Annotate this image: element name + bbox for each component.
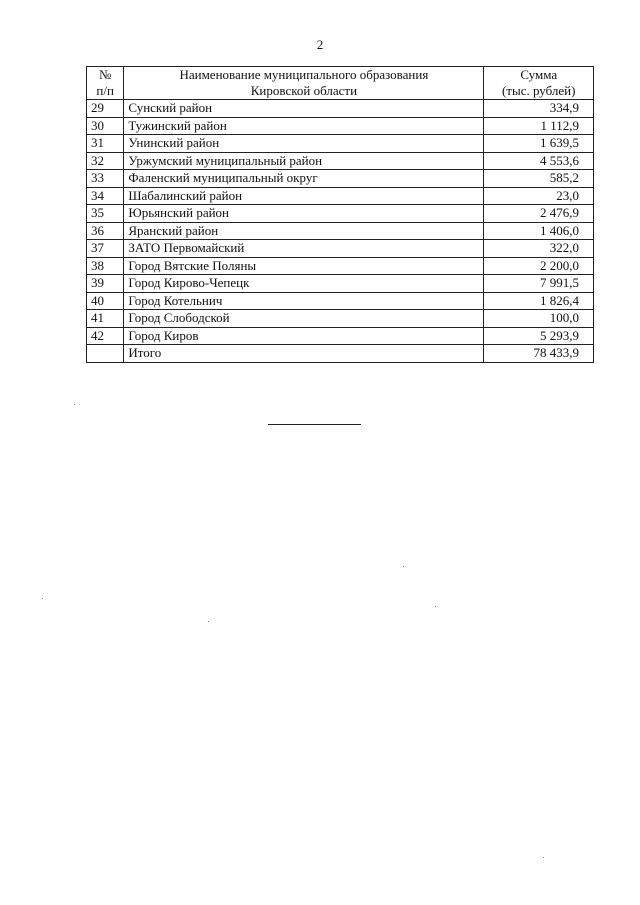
row-sum: 2 200,0 [484, 257, 594, 275]
row-name: Город Слободской [124, 310, 484, 328]
row-num: 41 [87, 310, 124, 328]
scan-speck [42, 598, 43, 599]
row-sum: 1 112,9 [484, 117, 594, 135]
row-name: Уржумский муниципальный район [124, 152, 484, 170]
table-row [87, 327, 594, 345]
row-sum: 1 406,0 [484, 222, 594, 240]
scan-speck [208, 621, 209, 622]
table-row [87, 292, 594, 310]
row-sum: 1 639,5 [484, 135, 594, 153]
table-header-row [87, 67, 594, 100]
scan-speck [403, 566, 404, 567]
header-num-line1: № [98, 67, 112, 82]
scan-speck [543, 857, 544, 858]
table-row [87, 205, 594, 223]
row-name: Сунский район [124, 100, 484, 118]
row-sum: 1 826,4 [484, 292, 594, 310]
table-row [87, 257, 594, 275]
table-row [87, 187, 594, 205]
row-num: 36 [87, 222, 124, 240]
header-sum [484, 67, 594, 100]
row-sum: 7 991,5 [484, 275, 594, 293]
row-num: 33 [87, 170, 124, 188]
row-sum: 585,2 [484, 170, 594, 188]
row-name: Город Киров [124, 327, 484, 345]
row-name: Город Котельнич [124, 292, 484, 310]
total-sum: 78 433,9 [484, 345, 594, 363]
table-row [87, 310, 594, 328]
total-row [87, 345, 594, 363]
row-name: Город Вятские Поляны [124, 257, 484, 275]
row-name: Яранский район [124, 222, 484, 240]
row-sum: 322,0 [484, 240, 594, 258]
header-name-line2: Кировской области [250, 83, 358, 98]
row-num: 35 [87, 205, 124, 223]
row-name: Тужинский район [124, 117, 484, 135]
table-row [87, 152, 594, 170]
row-name: Унинский район [124, 135, 484, 153]
header-sum-line2: (тыс. рублей) [501, 83, 576, 98]
budget-table [86, 66, 594, 363]
header-num [87, 67, 124, 100]
table-body [87, 100, 594, 363]
row-name: Город Кирово-Чепецк [124, 275, 484, 293]
row-num: 40 [87, 292, 124, 310]
header-num-line2: п/п [96, 83, 114, 98]
row-num: 34 [87, 187, 124, 205]
row-num: 38 [87, 257, 124, 275]
header-name-line1: Наименование муниципального образования [179, 67, 429, 82]
row-name: Юрьянский район [124, 205, 484, 223]
row-num: 37 [87, 240, 124, 258]
scan-speck [435, 606, 436, 607]
row-sum: 5 293,9 [484, 327, 594, 345]
row-num: 30 [87, 117, 124, 135]
header-sum-line1: Сумма [520, 67, 558, 82]
row-num: 42 [87, 327, 124, 345]
row-sum: 4 553,6 [484, 152, 594, 170]
total-label: Итого [124, 345, 484, 363]
total-num [87, 345, 124, 363]
row-sum: 100,0 [484, 310, 594, 328]
table-row [87, 240, 594, 258]
scan-speck [74, 404, 75, 405]
row-sum: 334,9 [484, 100, 594, 118]
row-sum: 2 476,9 [484, 205, 594, 223]
page-number: 2 [316, 37, 324, 52]
table-row [87, 170, 594, 188]
row-num: 39 [87, 275, 124, 293]
row-sum: 23,0 [484, 187, 594, 205]
table-row [87, 117, 594, 135]
row-num: 31 [87, 135, 124, 153]
end-divider-line [268, 424, 361, 425]
row-num: 29 [87, 100, 124, 118]
row-num: 32 [87, 152, 124, 170]
header-name [124, 67, 484, 100]
table-row [87, 222, 594, 240]
table-row [87, 135, 594, 153]
row-name: Шабалинский район [124, 187, 484, 205]
row-name: Фаленский муниципальный округ [124, 170, 484, 188]
table-row [87, 275, 594, 293]
table-row [87, 100, 594, 118]
row-name: ЗАТО Первомайский [124, 240, 484, 258]
